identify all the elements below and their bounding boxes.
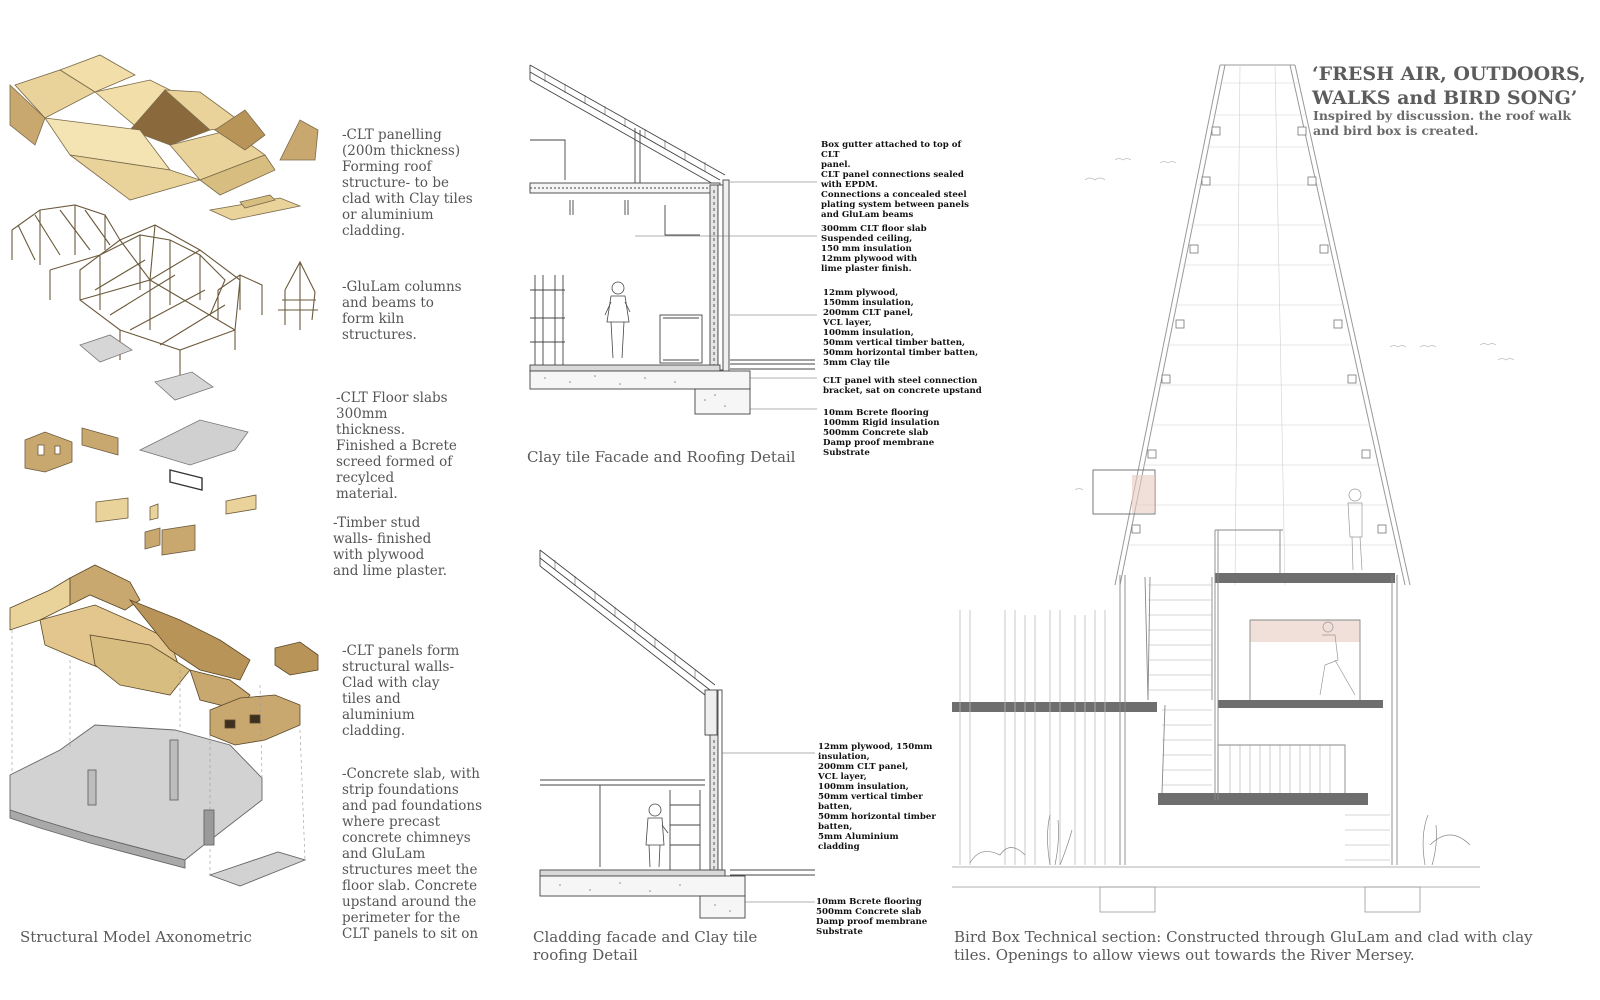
note-clt-floor-slabs: -CLT Floor slabs 300mm thickness. Finished a Bcrete screed formed of recylced material. (336, 390, 457, 502)
roof-panels (10, 55, 318, 220)
caption-clay-tile-detail: Clay tile Facade and Roofing Detail (527, 448, 796, 466)
section-detail-top (525, 60, 825, 420)
concrete-slab (10, 725, 305, 886)
bird-box-title: ‘FRESH AIR, OUTDOORS, WALKS and BIRD SONG’ (1312, 63, 1586, 109)
caption-bird-box: Bird Box Technical section: Constructed through GluLam and clad with clay tiles. Openings to allow views out towards the River Mersey. (954, 928, 1533, 964)
spec-floor-build-up-bottom: 10mm Bcrete flooring 500mm Concrete slab Damp proof membrane Substrate (816, 897, 928, 937)
bird-box-subtitle: Inspired by discussion. the roof walk and bird box is created. (1313, 108, 1572, 138)
note-glulam-columns: -GluLam columns and beams to form kiln structures. (342, 279, 462, 343)
spec-clt-floor-slab: 300mm CLT floor slab Suspended ceiling, 150 mm insulation 12mm plywood with lime plaster finish. (821, 224, 927, 274)
note-clt-panelling: -CLT panelling (200m thickness) Forming roof structure- to be clad with Clay tiles or aluminium cladding. (342, 127, 473, 239)
caption-axonometric: Structural Model Axonometric (20, 928, 252, 946)
axonometric-drawing (0, 30, 340, 930)
note-concrete-slab: -Concrete slab, with strip foundations and pad foundations where precast concrete chimneys and GluLam structures meet the floor slab. Concrete upstand around the perimeter for the CLT panels to sit on (342, 766, 482, 942)
bird-box-section (950, 55, 1550, 925)
note-timber-stud-walls: -Timber stud walls- finished with plywood and lime plaster. (333, 515, 448, 579)
caption-cladding-detail: Cladding facade and Clay tile roofing Detail (533, 928, 758, 964)
spec-floor-build-up: 10mm Bcrete flooring 100mm Rigid insulation 500mm Concrete slab Damp proof membrane Substrate (823, 408, 940, 458)
spec-cladding-wall: 12mm plywood, 150mm insulation, 200mm CLT panel, VCL layer, 100mm insulation, 50mm vertical timber batten, 50mm horizontal timber batten, 5mm Aluminium cladding (818, 742, 936, 852)
floor-slabs (80, 335, 248, 490)
clt-walls (10, 565, 318, 745)
figure-person-top (605, 282, 630, 358)
spec-box-gutter: Box gutter attached to top of CLT panel. CLT panel connections sealed with EPDM. Connections a concealed steel plating system between panels and GluLam beams (821, 140, 969, 220)
figure-person-bottom (646, 804, 668, 867)
glulam-frames (12, 205, 318, 375)
spec-steel-connection: CLT panel with steel connection bracket, sat on concrete upstand (823, 376, 982, 396)
section-detail-bottom (530, 545, 820, 925)
note-clt-structural-walls: -CLT panels form structural walls- Clad with clay tiles and aluminium cladding. (342, 643, 460, 739)
spec-wall-build-up: 12mm plywood, 150mm insulation, 200mm CLT panel, VCL layer, 100mm insulation, 50mm vertical timber batten, 50mm horizontal timber batten, 5mm Clay tile (823, 288, 979, 368)
